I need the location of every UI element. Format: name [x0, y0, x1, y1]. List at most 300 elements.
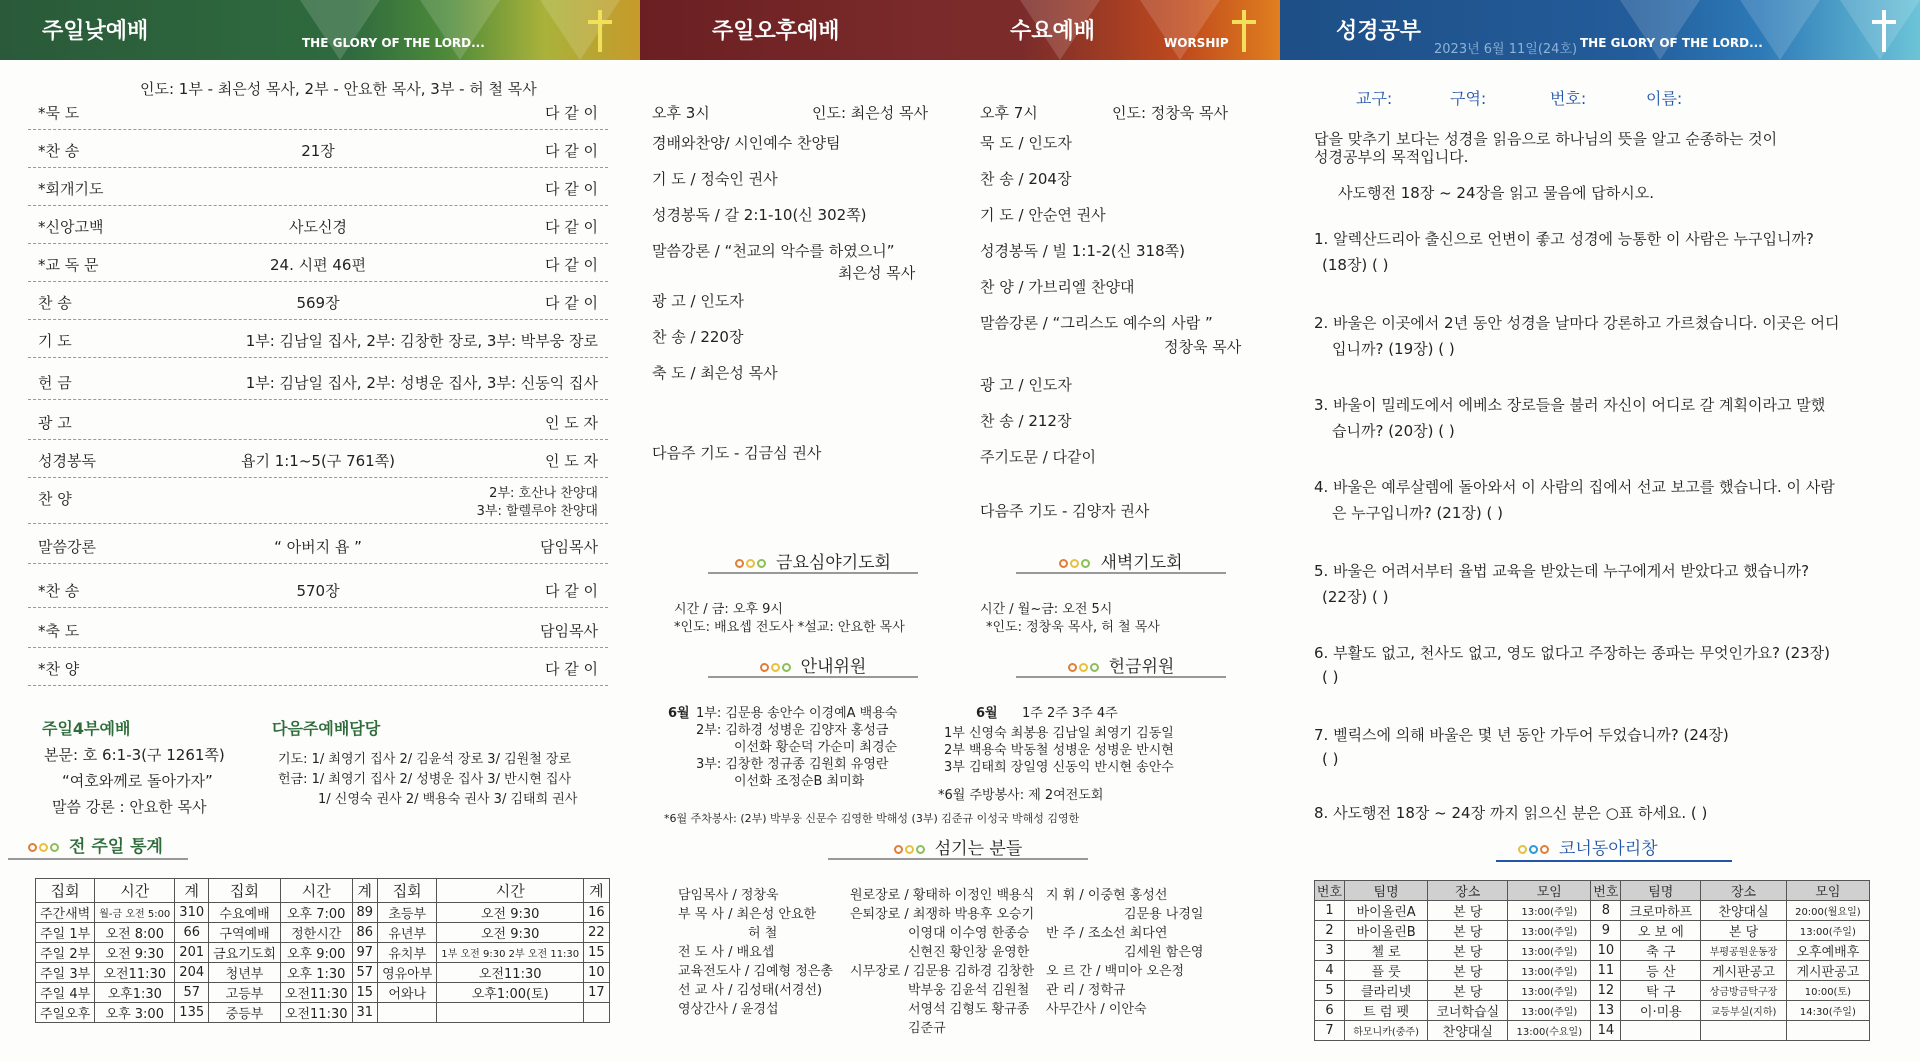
- order-row: [28, 480, 608, 524]
- table-cell: 14: [1591, 1021, 1621, 1041]
- list-item: 최은성 목사: [838, 264, 916, 282]
- table-cell: 오전 9:30: [437, 923, 584, 943]
- club-header: 모임: [1508, 881, 1591, 901]
- table-cell: 31: [352, 1003, 378, 1023]
- table-cell: [1621, 1021, 1701, 1041]
- dots-icon: [28, 837, 61, 857]
- table-cell: 본 당: [1428, 921, 1508, 941]
- afternoon-time: 오후 3시: [652, 104, 710, 122]
- order-by: 담임목사: [540, 622, 598, 640]
- staff-line: 은퇴장로 / 최쟁하 박용후 오승기: [850, 907, 1035, 922]
- order-row: [28, 170, 608, 206]
- fourth-text: 본문: 호 6:1-3(구 1261쪽): [44, 746, 225, 764]
- staff-line: 교육전도사 / 김예형 정은총: [678, 964, 833, 979]
- club-header: 팀명: [1344, 881, 1427, 901]
- intro-line1: 답을 맞추기 보다는 성경을 읽음으로 하나님의 뜻을 알고 순종하는 것이: [1314, 130, 1778, 148]
- stats-table: [35, 878, 610, 1023]
- table-cell: 유치부: [378, 943, 437, 963]
- wednesday-next-prayer: 다음주 기도 - 김양자 권사: [980, 502, 1150, 520]
- table-cell: 본 당: [1428, 981, 1508, 1001]
- field-label: 번호:: [1550, 89, 1587, 108]
- answer-line: (22장) ( ): [1322, 588, 1389, 606]
- parking-service: *6월 주차봉사: (2부) 박부웅 신문수 김영한 박해성 (3부) 김준규 이성국 박해성 김영한: [664, 812, 1080, 825]
- order-content: “ 아버지 욥 ”: [274, 538, 362, 556]
- offering-line: 3부 김태희 장일영 신동익 반시현 송안수: [944, 760, 1174, 775]
- question: 4. 바울은 예루살렘에 돌아와서 이 사람의 집에서 선교 보고를 했습니다. 이 사람: [1314, 478, 1835, 496]
- fourth-preacher: 말씀 강론 : 안요한 목사: [52, 798, 207, 816]
- order-item: *신앙고백: [38, 218, 104, 236]
- order-by: 다 같 이: [544, 256, 598, 274]
- table-cell: 오후1:00(토): [437, 983, 584, 1003]
- table-cell: [378, 1003, 437, 1023]
- club-header: 장소: [1701, 881, 1786, 901]
- table-cell: 310: [175, 903, 209, 923]
- list-item: 광 고 / 인도자: [652, 292, 744, 310]
- table-row: [36, 963, 610, 983]
- table-cell: 구역예배: [209, 923, 281, 943]
- order-item: 헌 금: [38, 374, 72, 392]
- next-offering2: 1/ 신영숙 권사 2/ 백용숙 권사 3/ 김태희 권사: [318, 792, 578, 807]
- table-cell: 오후 9:00: [280, 943, 352, 963]
- table-cell: 오전11:30: [280, 1003, 352, 1023]
- issue-date: 2023년 6월 11일(24호): [1434, 42, 1578, 57]
- order-row: [28, 208, 608, 244]
- list-item: 광 고 / 인도자: [980, 376, 1072, 394]
- order-by: 인 도 자: [544, 414, 598, 432]
- staff-line: 신현진 황인창 윤영한: [908, 945, 1030, 960]
- question: 8. 사도행전 18장 ~ 24장 까지 읽으신 분은 ○표 하세요. ( ): [1314, 804, 1708, 822]
- staff-line: 오 르 간 / 백미아 오은정: [1046, 964, 1185, 979]
- stats-header: 시간: [95, 879, 175, 903]
- answer-line: 은 누구입니까? (21장) ( ): [1332, 504, 1503, 522]
- table-row: [1315, 1001, 1870, 1021]
- table-cell: 14:30(주일): [1786, 1001, 1869, 1021]
- club-header: 모임: [1786, 881, 1869, 901]
- table-cell: 등 산: [1621, 961, 1701, 981]
- table-cell: 오후 3:00: [95, 1003, 175, 1023]
- table-cell: 오후예배후: [1786, 941, 1869, 961]
- question: 7. 벨릭스에 의해 바울은 몇 년 동안 가두어 두었습니까? (24장): [1314, 726, 1729, 744]
- table-cell: 7: [1315, 1021, 1345, 1041]
- table-cell: 201: [175, 943, 209, 963]
- order-item: 기 도: [38, 332, 72, 350]
- order-content: 21장: [301, 142, 335, 160]
- table-cell: 2: [1315, 921, 1345, 941]
- staff-line: 김문용 나경일: [1124, 907, 1204, 922]
- table-cell: 본 당: [1428, 961, 1508, 981]
- table-cell: 주일 4부: [36, 983, 95, 1003]
- order-row: [28, 612, 608, 648]
- table-cell: 오전11:30: [95, 963, 175, 983]
- table-cell: 5: [1315, 981, 1345, 1001]
- question: 5. 바울은 어려서부터 율법 교육을 받았는데 누구에게서 받았다고 했습니까?: [1314, 562, 1810, 580]
- order-item: *교 독 문: [38, 256, 99, 274]
- list-item: 기 도 / 정숙인 권사: [652, 170, 778, 188]
- wednesday-leader: 인도: 정창욱 목사: [1112, 104, 1229, 122]
- list-item: 주기도문 / 다같이: [980, 448, 1097, 466]
- staff-line: 사무간사 / 이안숙: [1046, 1002, 1147, 1017]
- table-row: [1315, 1021, 1870, 1041]
- stats-header: 집회: [209, 879, 281, 903]
- order-item: *회개기도: [38, 180, 104, 198]
- table-cell: 고등부: [209, 983, 281, 1003]
- table-cell: 코너학습실: [1428, 1001, 1508, 1021]
- question: 3. 바울이 밀레도에서 에베소 장로들을 불러 자신이 어디로 갈 계획이라고 말했: [1314, 396, 1826, 414]
- table-cell: 하모니카(중주): [1344, 1021, 1427, 1041]
- order-row: [28, 650, 608, 686]
- table-cell: 본 당: [1428, 941, 1508, 961]
- stats-header: 계: [175, 879, 209, 903]
- order-item: *찬 양: [38, 660, 80, 678]
- table-cell: 13:00(주일): [1508, 921, 1591, 941]
- table-cell: 13:00(수요일): [1508, 1021, 1591, 1041]
- staff-line: 원로장로 / 황태하 이정인 백용식: [850, 888, 1035, 903]
- table-row: [1315, 941, 1870, 961]
- question: 1. 알렉산드리아 출신으로 언변이 좋고 성경에 능통한 이 사람은 누구입니까?: [1314, 230, 1814, 248]
- next-duty-title: 다음주예배담당: [272, 719, 381, 738]
- fourth-service-title: 주일4부예배: [42, 719, 131, 738]
- table-cell: 이·미용: [1621, 1001, 1701, 1021]
- table-cell: 축 구: [1621, 941, 1701, 961]
- table-cell: 13:00(주일): [1786, 921, 1869, 941]
- table-cell: 바이올린A: [1344, 901, 1427, 921]
- bible-title: 성경공부: [1336, 19, 1422, 44]
- staff-line: 관 리 / 정학규: [1046, 983, 1126, 998]
- list-item: 말씀강론 / “천교의 악수를 하였으니”: [652, 242, 895, 260]
- dawn-who: *인도: 정창욱 목사, 허 철 목사: [986, 620, 1160, 635]
- order-by: 다 같 이: [544, 180, 598, 198]
- order-by: 다 같 이: [544, 582, 598, 600]
- wednesday-time: 오후 7시: [980, 104, 1038, 122]
- order-row: [28, 284, 608, 320]
- offering-header: 1주 2주 3주 4주: [1022, 706, 1118, 721]
- order-item: *찬 송: [38, 582, 80, 600]
- kitchen-service: *6월 주방봉사: 제 2여전도회: [938, 788, 1104, 803]
- offering-line: 2부 백용숙 박동철 성병운 성병운 반시현: [944, 743, 1174, 758]
- answer-line: (18장) ( ): [1322, 256, 1389, 274]
- table-cell: 12: [1591, 981, 1621, 1001]
- staff-line: 부 목 사 / 최은성 안요한: [678, 907, 817, 922]
- cross-icon: [1242, 10, 1246, 52]
- table-cell: 20:00(월요일): [1786, 901, 1869, 921]
- table-cell: 97: [352, 943, 378, 963]
- list-item: 성경봉독 / 갈 2:1-10(신 302쪽): [652, 206, 867, 224]
- order-row: [28, 246, 608, 282]
- ushers-title: 안내위원: [708, 652, 918, 678]
- usher-line: 이선화 조정순B 최미화: [734, 774, 865, 789]
- staff-line: 서영석 김형도 황규종: [908, 1002, 1030, 1017]
- order-by: 다 같 이: [544, 294, 598, 312]
- order-by: 2부: 호산나 찬양대: [489, 486, 598, 501]
- table-cell: 교등부실(지하): [1701, 1001, 1786, 1021]
- order-item: 찬 송: [38, 294, 72, 312]
- answer-line: 습니까? (20장) ( ): [1332, 422, 1455, 440]
- staff-line: 반 주 / 조소선 최다연: [1046, 926, 1168, 941]
- usher-line: 이선화 황순덕 가순미 최경순: [734, 740, 898, 755]
- question: 6. 부활도 없고, 천사도 없고, 영도 없다고 주장하는 종파는 무엇인가요? (23장): [1314, 644, 1831, 662]
- order-by: 다 같 이: [544, 660, 598, 678]
- usher-line: 3부: 김창한 정규종 김원회 유영란: [696, 757, 889, 772]
- table-cell: 13:00(주일): [1508, 961, 1591, 981]
- panel-afternoon-wednesday: [640, 0, 1280, 1061]
- field-label: 이름:: [1646, 89, 1683, 108]
- friday-time: 시간 / 금: 오후 9시: [674, 602, 783, 617]
- offering-title: 헌금위원: [1016, 652, 1226, 678]
- order-by: 다 같 이: [544, 142, 598, 160]
- next-offering: 헌금: 1/ 최영기 집사 2/ 성병운 집사 3/ 반시현 집사: [278, 772, 572, 787]
- cross-icon: [1882, 10, 1886, 52]
- usher-line: 1부: 김문용 송안수 이경예A 백용숙: [696, 706, 898, 721]
- cross-icon: [598, 10, 602, 52]
- stats-header: 집회: [378, 879, 437, 903]
- order-by: 다 같 이: [544, 104, 598, 122]
- friday-who: *인도: 배요셉 전도사 *설교: 안요한 목사: [674, 620, 905, 635]
- field-label: 구역:: [1450, 89, 1487, 108]
- instruction: 사도행전 18장 ~ 24장을 읽고 물음에 답하시오.: [1338, 184, 1654, 202]
- table-cell: 13:00(주일): [1508, 1001, 1591, 1021]
- offering-month: 6월: [976, 706, 998, 721]
- order-row: [28, 364, 608, 400]
- list-item: 찬 송 / 212장: [980, 412, 1072, 430]
- order-content: 24. 시편 46편: [270, 256, 366, 274]
- table-cell: 66: [175, 923, 209, 943]
- table-row: [36, 1003, 610, 1023]
- field-label: 교구:: [1356, 89, 1393, 108]
- stats-header: 집회: [36, 879, 95, 903]
- table-cell: 플 룻: [1344, 961, 1427, 981]
- staff-line: 지 휘 / 이중현 홍성선: [1046, 888, 1168, 903]
- table-row: [1315, 921, 1870, 941]
- club-table: [1314, 880, 1870, 1041]
- staff-line: 영상간사 / 윤경섭: [678, 1002, 779, 1017]
- list-item: 찬 양 / 가브리엘 찬양대: [980, 278, 1135, 296]
- order-row: [28, 132, 608, 168]
- table-cell: [584, 1003, 610, 1023]
- list-item: 찬 송 / 204장: [980, 170, 1072, 188]
- panel-bible-study: [1280, 0, 1920, 1061]
- table-cell: 정한시간: [280, 923, 352, 943]
- table-cell: 오후 1:30: [280, 963, 352, 983]
- table-cell: 트 럼 펫: [1344, 1001, 1427, 1021]
- table-cell: 크로마하프: [1621, 901, 1701, 921]
- staff-line: 박부웅 김윤석 김원철: [908, 983, 1030, 998]
- table-cell: 8: [1591, 901, 1621, 921]
- table-cell: 15: [352, 983, 378, 1003]
- table-cell: [1786, 1021, 1869, 1041]
- table-cell: 게시판공고: [1701, 961, 1786, 981]
- order-by: 다 같 이: [544, 218, 598, 236]
- order-content: 569장: [296, 294, 340, 312]
- afternoon-next-prayer: 다음주 기도 - 김금심 권사: [652, 444, 822, 462]
- table-cell: 86: [352, 923, 378, 943]
- header-subtitle: WORSHIP: [1164, 36, 1229, 50]
- staff-line: 김세원 함은영: [1124, 945, 1204, 960]
- table-cell: 주일오후: [36, 1003, 95, 1023]
- order-by: 1부: 김남일 집사, 2부: 김창한 장로, 3부: 박부웅 장로: [245, 332, 598, 350]
- table-cell: 월-금 오전 5:00: [95, 903, 175, 923]
- order-by: 담임목사: [540, 538, 598, 556]
- table-cell: 주간새벽: [36, 903, 95, 923]
- header-subtitle: THE GLORY OF THE LORD...: [1580, 36, 1763, 50]
- table-cell: 17: [584, 983, 610, 1003]
- header-subtitle: THE GLORY OF THE LORD...: [302, 36, 485, 50]
- stats-header: 계: [584, 879, 610, 903]
- table-cell: 오 보 에: [1621, 921, 1701, 941]
- table-cell: 10: [1591, 941, 1621, 961]
- table-row: [36, 923, 610, 943]
- table-cell: 오전 8:00: [95, 923, 175, 943]
- order-item: *축 도: [38, 622, 80, 640]
- list-item: 말씀강론 / “그리스도 예수의 사람 ”: [980, 314, 1213, 332]
- panel-sunday-worship: [0, 0, 640, 1061]
- order-row: [28, 404, 608, 440]
- staff-line: 김준규: [908, 1021, 946, 1036]
- table-cell: 57: [352, 963, 378, 983]
- stats-header: 계: [352, 879, 378, 903]
- table-cell: 청년부: [209, 963, 281, 983]
- staff-line: 전 도 사 / 배요셉: [678, 945, 775, 960]
- table-cell: 바이올린B: [1344, 921, 1427, 941]
- table-cell: 상금방금탁구장: [1701, 981, 1786, 1001]
- table-cell: 10: [584, 963, 610, 983]
- afternoon-leader: 인도: 최은성 목사: [812, 104, 929, 122]
- table-cell: 주일 1부: [36, 923, 95, 943]
- order-row: [28, 572, 608, 608]
- table-cell: 3: [1315, 941, 1345, 961]
- order-item: 말씀강론: [38, 538, 96, 556]
- friday-title: 금요심야기도회: [708, 548, 918, 574]
- club-header: 번호: [1315, 881, 1345, 901]
- table-cell: 오전 9:30: [95, 943, 175, 963]
- table-cell: 본 당: [1428, 901, 1508, 921]
- table-row: [36, 943, 610, 963]
- table-cell: 89: [352, 903, 378, 923]
- list-item: 묵 도 / 인도자: [980, 134, 1072, 152]
- usher-line: 2부: 김하경 성병운 김양자 홍성금: [696, 723, 889, 738]
- table-cell: 16: [584, 903, 610, 923]
- header-bible: [1280, 0, 1920, 60]
- table-cell: 57: [175, 983, 209, 1003]
- table-row: [1315, 961, 1870, 981]
- leaders-line: 인도: 1부 - 최은성 목사, 2부 - 안요한 목사, 3부 - 허 철 목사: [140, 80, 537, 98]
- table-cell: 13:00(주일): [1508, 981, 1591, 1001]
- table-cell: 수요예배: [209, 903, 281, 923]
- list-item: 경배와찬양/ 시인예수 찬양팀: [652, 134, 841, 152]
- order-by: 1부: 김남일 집사, 2부: 성병운 집사, 3부: 신동익 집사: [245, 374, 598, 392]
- order-item: 찬 양: [38, 490, 72, 508]
- order-row: [28, 322, 608, 358]
- dawn-title: 새벽기도회: [1016, 548, 1226, 574]
- table-row: [36, 983, 610, 1003]
- table-cell: 204: [175, 963, 209, 983]
- staff-line: 이영대 이수영 한종승: [908, 926, 1030, 941]
- list-item: 찬 송 / 220장: [652, 328, 744, 346]
- list-item: 축 도 / 최은성 목사: [652, 364, 778, 382]
- club-header: 팀명: [1621, 881, 1701, 901]
- stats-header: 시간: [437, 879, 584, 903]
- table-cell: 주일 2부: [36, 943, 95, 963]
- fourth-sermon: “여호와께로 돌아가자”: [62, 772, 213, 790]
- table-cell: 게시판공고: [1786, 961, 1869, 981]
- staff-line: 허 철: [748, 926, 778, 941]
- club-title: 코너동아리창: [1518, 834, 1658, 859]
- table-cell: 22: [584, 923, 610, 943]
- header-afternoon: [640, 0, 1280, 60]
- staff-title: 섬기는 분들: [828, 834, 1088, 860]
- order-item: *묵 도: [38, 104, 80, 122]
- table-cell: 클라리넷: [1344, 981, 1427, 1001]
- table-cell: [1701, 1021, 1786, 1041]
- staff-line: 시무장로 / 김문용 김하경 김창한: [850, 964, 1035, 979]
- order-by: 인 도 자: [544, 452, 598, 470]
- table-cell: 본 당: [1701, 921, 1786, 941]
- table-cell: 오전 9:30: [437, 903, 584, 923]
- table-cell: 부평공원운동장: [1701, 941, 1786, 961]
- table-cell: 유년부: [378, 923, 437, 943]
- order-row: [28, 94, 608, 130]
- order-content: 570장: [296, 582, 340, 600]
- table-cell: 초등부: [378, 903, 437, 923]
- table-cell: 11: [1591, 961, 1621, 981]
- answer-line: ( ): [1322, 668, 1339, 686]
- table-cell: 오전11:30: [280, 983, 352, 1003]
- header-sunday: [0, 0, 640, 60]
- order-row: [28, 442, 608, 478]
- order-content: 욥기 1:1~5(구 761쪽): [240, 452, 396, 470]
- stats-title: 전 주일 통계: [28, 832, 163, 857]
- order-item: *찬 송: [38, 142, 80, 160]
- table-cell: 금요기도회: [209, 943, 281, 963]
- table-cell: 13:00(주일): [1508, 901, 1591, 921]
- table-cell: 9: [1591, 921, 1621, 941]
- table-cell: 찬양대실: [1701, 901, 1786, 921]
- answer-line: ( ): [1322, 750, 1339, 768]
- table-cell: 주일 3부: [36, 963, 95, 983]
- staff-line: 선 교 사 / 김성태(서경선): [678, 983, 823, 998]
- answer-line: 입니까? (19장) ( ): [1332, 340, 1455, 358]
- table-cell: 탁 구: [1621, 981, 1701, 1001]
- question: 2. 바울은 이곳에서 2년 동안 성경을 날마다 강론하고 가르쳤습니다. 이곳은 어디: [1314, 314, 1840, 332]
- order-item: 성경봉독: [38, 452, 96, 470]
- ushers-month: 6월: [668, 706, 690, 721]
- next-prayer: 기도: 1/ 최영기 집사 2/ 김윤석 장로 3/ 김원철 장로: [278, 752, 572, 767]
- table-cell: [437, 1003, 584, 1023]
- order-by: 3부: 할렐루야 찬양대: [476, 504, 598, 519]
- table-cell: 135: [175, 1003, 209, 1023]
- table-cell: 오후 7:00: [280, 903, 352, 923]
- afternoon-title: 주일오후예배: [712, 19, 840, 44]
- table-cell: 어와나: [378, 983, 437, 1003]
- offering-line: 1부 신영숙 최봉용 김남일 최영기 김동일: [944, 726, 1174, 741]
- table-cell: 15: [584, 943, 610, 963]
- table-cell: 4: [1315, 961, 1345, 981]
- dawn-time: 시간 / 월~금: 오전 5시: [980, 602, 1113, 617]
- table-cell: 오후1:30: [95, 983, 175, 1003]
- club-header: 번호: [1591, 881, 1621, 901]
- list-item: 성경봉독 / 빌 1:1-2(신 318쪽): [980, 242, 1185, 260]
- table-cell: 6: [1315, 1001, 1345, 1021]
- intro-line2: 성경공부의 목적입니다.: [1314, 148, 1469, 166]
- dots-icon: [1518, 839, 1551, 859]
- table-cell: 영유아부: [378, 963, 437, 983]
- table-cell: 1부 오전 9:30 2부 오전 11:30: [437, 943, 584, 963]
- wednesday-title: 수요예배: [1010, 19, 1096, 44]
- order-content: 사도신경: [289, 218, 347, 236]
- club-header: 장소: [1428, 881, 1508, 901]
- table-cell: 10:00(토): [1786, 981, 1869, 1001]
- list-item: 기 도 / 안순연 권사: [980, 206, 1106, 224]
- list-item: 정창욱 목사: [1164, 338, 1242, 356]
